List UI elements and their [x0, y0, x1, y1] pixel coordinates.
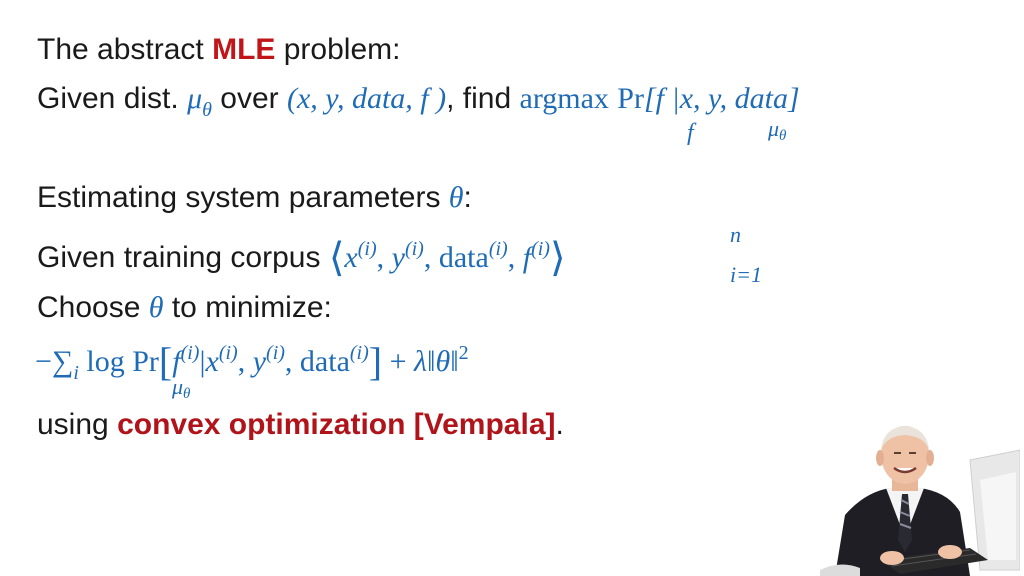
pr-subscript: μθ — [768, 116, 787, 144]
mle-highlight: MLE — [212, 33, 276, 66]
corpus-lower-limit: i=1 — [730, 262, 762, 287]
theta-symbol: θ — [448, 181, 464, 214]
objective-formula: $-\sum_i$ $\log Pr[f^{(i)}|x^{(i)}$, $y^{(i)}$, data$^{(i)}$] + λ‖θ‖$^2$ — [35, 339, 469, 384]
mu-symbol: μ — [187, 82, 203, 115]
theta-symbol: θ — [148, 291, 164, 324]
businessman-at-computer-photo — [820, 420, 1020, 576]
pr-argument: [f |x, y, data] — [643, 82, 800, 115]
training-corpus-line: Given training corpus $⟨x^{(i)}$, $y^{(i)}$, data$^{(i)}$, $f^{(i)}⟩$ — [37, 235, 566, 280]
convex-optimization-line: using convex optimization [Vempala]. — [37, 408, 564, 441]
pr-operator: Pr — [617, 82, 644, 115]
convex-optimization-highlight: convex optimization [Vempala] — [117, 408, 556, 441]
choose-theta-line: Choose θ to minimize: — [37, 291, 332, 324]
slide-title-line: The abstract MLE problem: — [37, 33, 401, 66]
corpus-upper-limit: n — [730, 222, 741, 247]
argmax-operator: argmax — [519, 82, 609, 115]
sum-symbol: ∑ — [51, 345, 74, 378]
objective-pr-subscript: μθ — [172, 374, 191, 402]
given-dist-line: Given dist. $\mu_\theta$ over (x, y, data, f ), find argmax Pr[f |x, y, data] — [37, 82, 800, 121]
argmax-subscript: f — [687, 120, 694, 146]
estimating-line: Estimating system parameters θ: — [37, 181, 472, 214]
tuple-expression: (x, y, data, f ) — [286, 82, 447, 115]
